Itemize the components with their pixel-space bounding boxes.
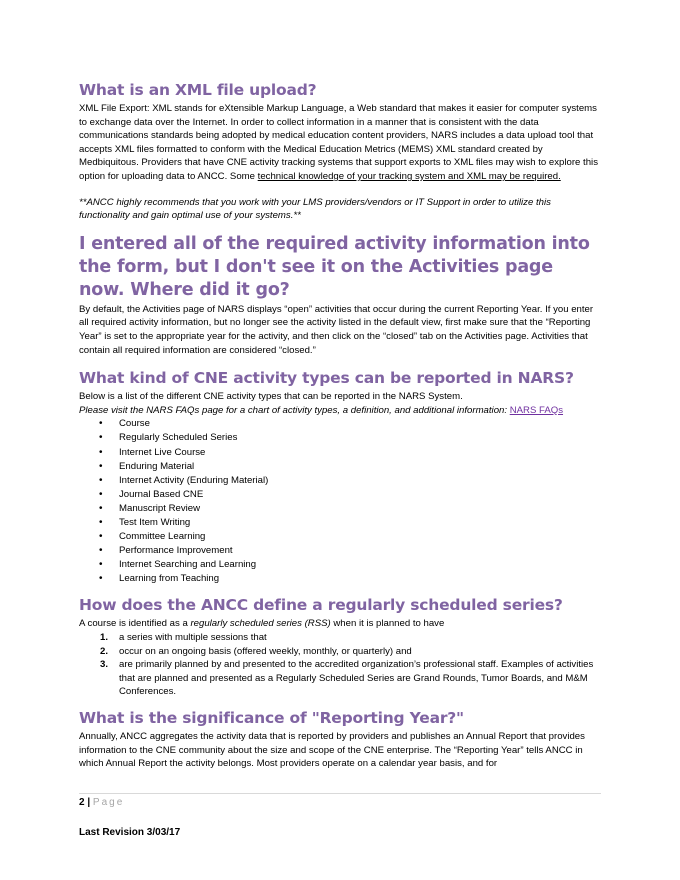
xml-note: **ANCC highly recommends that you work with your LMS providers/vendors or IT Support in order to utilize this functionality and gain optimal use of your systems.**	[79, 196, 551, 222]
types-faq-line	[79, 404, 601, 418]
rss-item-number: 1.	[100, 632, 109, 644]
xml-body-underlined: technical knowledge of your tracking system and XML may be required.	[257, 170, 561, 182]
activity-type-item: • Committee Learning	[79, 530, 601, 544]
rss-intro	[79, 617, 601, 631]
types-heading: What kind of CNE activity types can be reported in NARS?	[79, 369, 574, 388]
activity-type-item: • Regularly Scheduled Series	[79, 431, 601, 445]
nars-faqs-link[interactable]: NARS FAQs	[509, 404, 564, 416]
activity-type-item: • Journal Based CNE	[79, 488, 601, 502]
document-page	[79, 78, 601, 771]
activity-types-list	[79, 417, 601, 586]
page-number	[79, 797, 124, 808]
rss-criteria-item	[79, 631, 601, 645]
last-revision: Last Revision 3/03/17	[79, 827, 181, 838]
rss-item-text: are primarily planned by and presented to the accredited organization’s professional staff. Examples of activities that are planned and presented as a Regularly Scheduled Series are Grand Rounds, Tumor Boards, and M&M Conferences.	[119, 659, 594, 698]
types-faq-italic: Please visit the NARS FAQs page for a chart of activity types, a definition, and additional information:	[79, 404, 510, 416]
rss-intro-after: when it is planned to have	[330, 618, 445, 630]
activity-type-item: • Test Item Writing	[79, 516, 601, 530]
activity-type-item: • Enduring Material	[79, 460, 601, 474]
footer-divider	[79, 793, 601, 794]
rss-heading: How does the ANCC define a regularly scheduled series?	[79, 596, 563, 615]
rss-item-text: a series with multiple sessions that	[119, 632, 267, 644]
rss-criteria-list	[79, 631, 601, 699]
activity-type-item: • Internet Searching and Learning	[79, 558, 601, 572]
types-intro: Below is a list of the different CNE activity types that can be reported in the NARS System.	[79, 391, 463, 403]
activity-type-item: • Internet Activity (Enduring Material)	[79, 474, 601, 488]
reporting-year-heading: What is the significance of "Reporting Year?"	[79, 709, 464, 727]
page-number-separator: |	[84, 797, 93, 808]
rss-criteria-item	[79, 658, 601, 699]
activity-type-item: • Performance Improvement	[79, 544, 601, 558]
rss-item-text: occur on an ongoing basis (offered weekly, monthly, or quarterly) and	[119, 645, 412, 657]
page-label: Page	[92, 797, 125, 808]
activities-heading: I entered all of the required activity information into the form, but I don't see it on the Activities page now. Where did it go?	[79, 233, 590, 300]
activity-type-item: • Manuscript Review	[79, 502, 601, 516]
activity-type-item: • Learning from Teaching	[79, 572, 601, 586]
activity-type-item: • Internet Live Course	[79, 446, 601, 460]
rss-criteria-item	[79, 645, 601, 659]
xml-body	[79, 102, 601, 184]
rss-intro-italic: regularly scheduled series (RSS)	[190, 618, 331, 630]
page-number-value: 2	[79, 797, 85, 808]
reporting-year-body: Annually, ANCC aggregates the activity data that is reported by providers and publishes an Annual Report that provides information to the CNE community about the size and scope of the CNE enterprise. The “Reporting Year” tells ANCC in which Annual Report the activity belongs. Most providers operate on a calendar year basis, and for	[79, 731, 585, 770]
rss-intro-before: A course is identified as a	[79, 618, 191, 630]
rss-item-number: 3.	[100, 659, 109, 671]
activities-body: By default, the Activities page of NARS displays “open” activities that occur during the current Reporting Year. If you enter all required activity information, but no longer see the activity listed in the default view, first make sure that the “Reporting Year” is set to the appropriate year for the activity, and then click on the “closed” tab on the Activities page. Activities that contain all required information are considered “closed.”	[79, 303, 594, 356]
activity-type-item: • Course	[79, 417, 601, 431]
xml-heading: What is an XML file upload?	[79, 81, 317, 99]
rss-item-number: 2.	[100, 645, 109, 657]
xml-body-text: XML File Export: XML stands for eXtensible Markup Language, a Web standard that makes it easier for computer systems to exchange data over the Internet. In order to collect information in a manner that is consistent with the data communications standards being adopted by medical education content providers, NARS includes a data upload tool that accepts XML files formatted to conform with the Medical Education Metrics (MEMS) XML standard created by Medbiquitous. Providers that have CNE activity tracking systems that support exports to XML files may wish to explore this option for uploading data to ANCC. Some	[79, 103, 598, 182]
